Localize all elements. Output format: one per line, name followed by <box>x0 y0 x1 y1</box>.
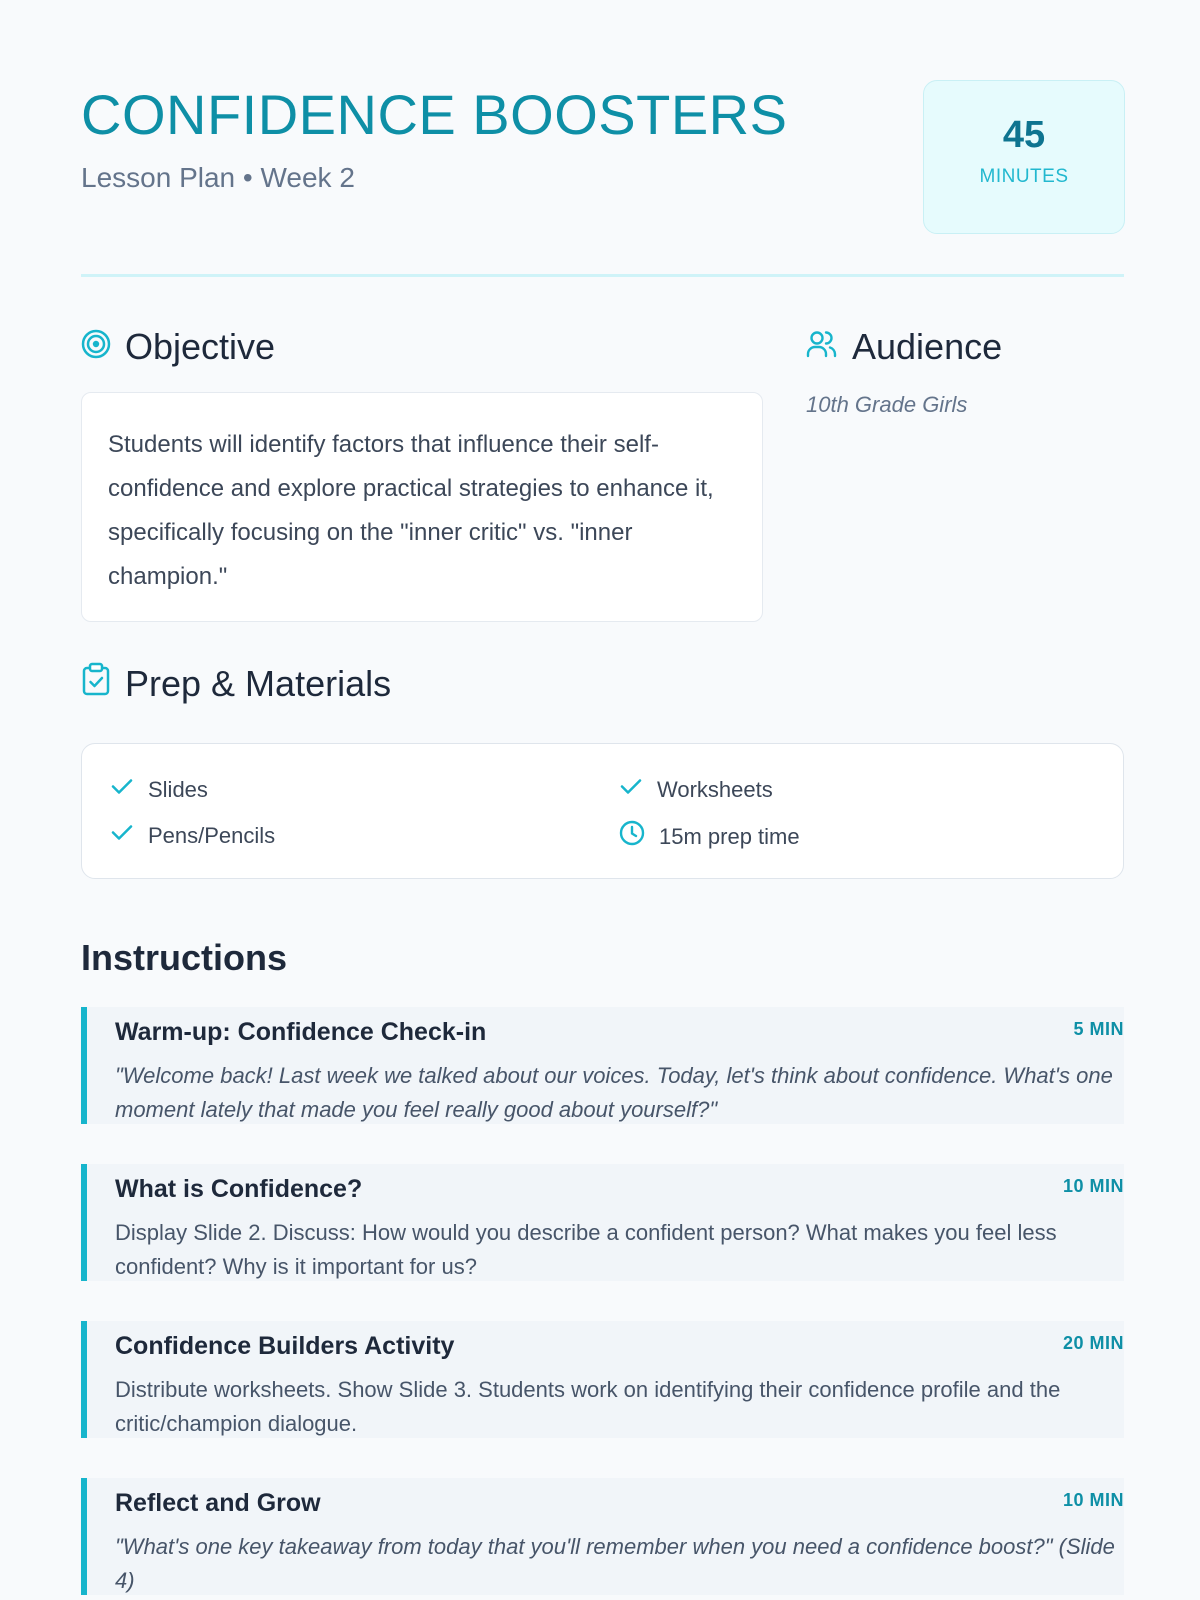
step-description: "What's one key takeaway from today that you'll remember when you need a confidence boost?" (Slide 4) <box>115 1534 1115 1593</box>
step-title: Reflect and Grow <box>115 1489 321 1517</box>
audience-text: 10th Grade Girls <box>806 392 968 417</box>
step-duration: 10 MIN <box>1062 1176 1124 1196</box>
step-title: Warm-up: Confidence Check-in <box>115 1018 487 1046</box>
material-label: Worksheets <box>657 776 773 802</box>
step-duration: 5 MIN <box>1073 1019 1124 1039</box>
materials-heading <box>81 662 391 706</box>
objective-heading <box>81 325 275 369</box>
instruction-step <box>81 1478 1124 1595</box>
duration-unit: MINUTES <box>979 166 1069 187</box>
objective-text: Students will identify factors that influence their self-confidence and explore practical strategies to enhance it, specifically focusing on the "inner critic" vs. "inner champion." <box>108 431 714 590</box>
material-item <box>619 820 800 853</box>
clock-icon <box>619 820 645 853</box>
material-item <box>619 774 773 805</box>
objective-card <box>81 392 763 622</box>
step-title: Confidence Builders Activity <box>115 1332 455 1360</box>
material-label: 15m prep time <box>659 823 800 849</box>
lesson-plan-page <box>81 0 1124 1600</box>
check-icon <box>619 774 643 805</box>
instruction-step <box>81 1007 1124 1124</box>
material-label: Slides <box>148 776 208 802</box>
header-divider <box>81 274 1124 277</box>
materials-card <box>81 743 1124 879</box>
step-description: Distribute worksheets. Show Slide 3. Students work on identifying their confidence profile and the critic/champion dialogue. <box>115 1377 1061 1436</box>
step-description: Display Slide 2. Discuss: How would you describe a confident person? What makes you feel less confident? Why is it important for us? <box>115 1220 1057 1279</box>
objective-heading-label: Objective <box>125 326 276 367</box>
check-icon <box>110 820 134 851</box>
materials-heading-label: Prep & Materials <box>125 663 392 704</box>
page-title: CONFIDENCE BOOSTERS <box>81 83 788 146</box>
check-icon <box>110 774 134 805</box>
users-icon <box>806 325 838 369</box>
page-subtitle: Lesson Plan • Week 2 <box>81 162 355 193</box>
audience-heading-label: Audience <box>852 326 1003 367</box>
instructions-heading: Instructions <box>81 937 288 978</box>
target-icon <box>81 325 111 369</box>
material-item <box>110 774 208 805</box>
step-description: "Welcome back! Last week we talked about our voices. Today, let's think about confidence. What's one moment lately that made you feel really good about yourself?" <box>115 1063 1113 1122</box>
instruction-step <box>81 1164 1124 1281</box>
step-duration: 10 MIN <box>1062 1490 1124 1510</box>
duration-value: 45 <box>1002 114 1046 156</box>
step-title: What is Confidence? <box>115 1175 363 1203</box>
duration-badge <box>923 80 1125 234</box>
instruction-step <box>81 1321 1124 1438</box>
audience-heading <box>806 325 1002 369</box>
clipboard-check-icon <box>81 662 111 706</box>
step-duration: 20 MIN <box>1062 1333 1124 1353</box>
material-label: Pens/Pencils <box>148 822 276 848</box>
material-item <box>110 820 275 851</box>
